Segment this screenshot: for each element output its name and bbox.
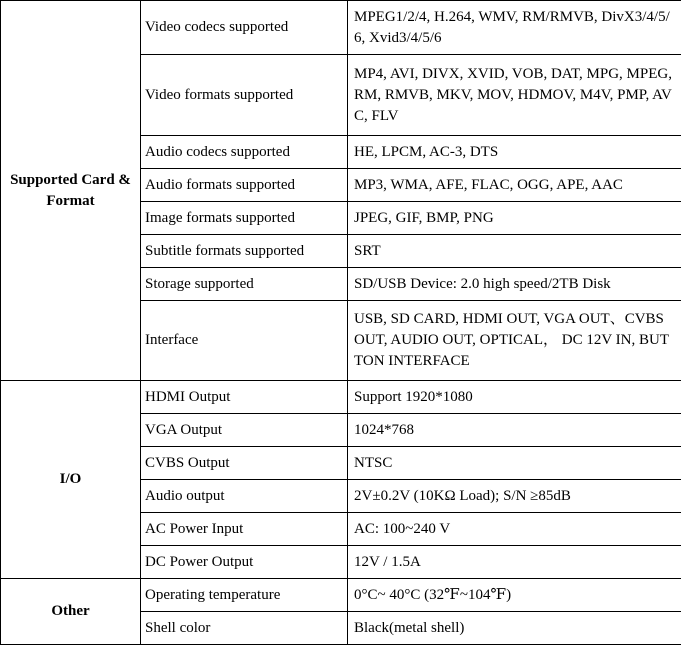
row-value: NTSC [348,447,681,480]
row-value: 12V / 1.5A [348,546,681,579]
row-label: Audio codecs supported [141,136,348,169]
row-value: AC: 100~240 V [348,513,681,546]
row-label: Storage supported [141,268,348,301]
row-value: Black(metal shell) [348,612,681,645]
group-header-io: I/O [1,381,141,579]
row-value: MP4, AVI, DIVX, XVID, VOB, DAT, MPG, MPEG, RM, RMVB, MKV, MOV, HDMOV, M4V, PMP, AVC, FLV [348,55,681,136]
row-value: SRT [348,235,681,268]
row-value: JPEG, GIF, BMP, PNG [348,202,681,235]
row-label: DC Power Output [141,546,348,579]
group-header-supported-card-format: Supported Card & Format [1,1,141,381]
row-label: Interface [141,301,348,381]
row-value: MPEG1/2/4, H.264, WMV, RM/RMVB, DivX3/4/5/6, Xvid3/4/5/6 [348,1,681,55]
row-label: Video codecs supported [141,1,348,55]
row-value: 1024*768 [348,414,681,447]
table-row [1,381,681,414]
row-label: Audio formats supported [141,169,348,202]
row-label: VGA Output [141,414,348,447]
table-row [1,579,681,612]
row-value: MP3, WMA, AFE, FLAC, OGG, APE, AAC [348,169,681,202]
row-label: Video formats supported [141,55,348,136]
row-label: CVBS Output [141,447,348,480]
row-value: 2V±0.2V (10KΩ Load); S/N ≥85dB [348,480,681,513]
row-label: HDMI Output [141,381,348,414]
row-value: 0°C~ 40°C (32℉~104℉) [348,579,681,612]
table-row [1,1,681,55]
row-label: Shell color [141,612,348,645]
row-value: HE, LPCM, AC-3, DTS [348,136,681,169]
row-value: Support 1920*1080 [348,381,681,414]
row-label: Subtitle formats supported [141,235,348,268]
row-label: Image formats supported [141,202,348,235]
group-header-other: Other [1,579,141,645]
row-value: USB, SD CARD, HDMI OUT, VGA OUT、CVBS OUT, AUDIO OUT, OPTICAL， DC 12V IN, BUTTON INTERFACE [348,301,681,381]
row-value: SD/USB Device: 2.0 high speed/2TB Disk [348,268,681,301]
row-label: Audio output [141,480,348,513]
row-label: Operating temperature [141,579,348,612]
row-label: AC Power Input [141,513,348,546]
